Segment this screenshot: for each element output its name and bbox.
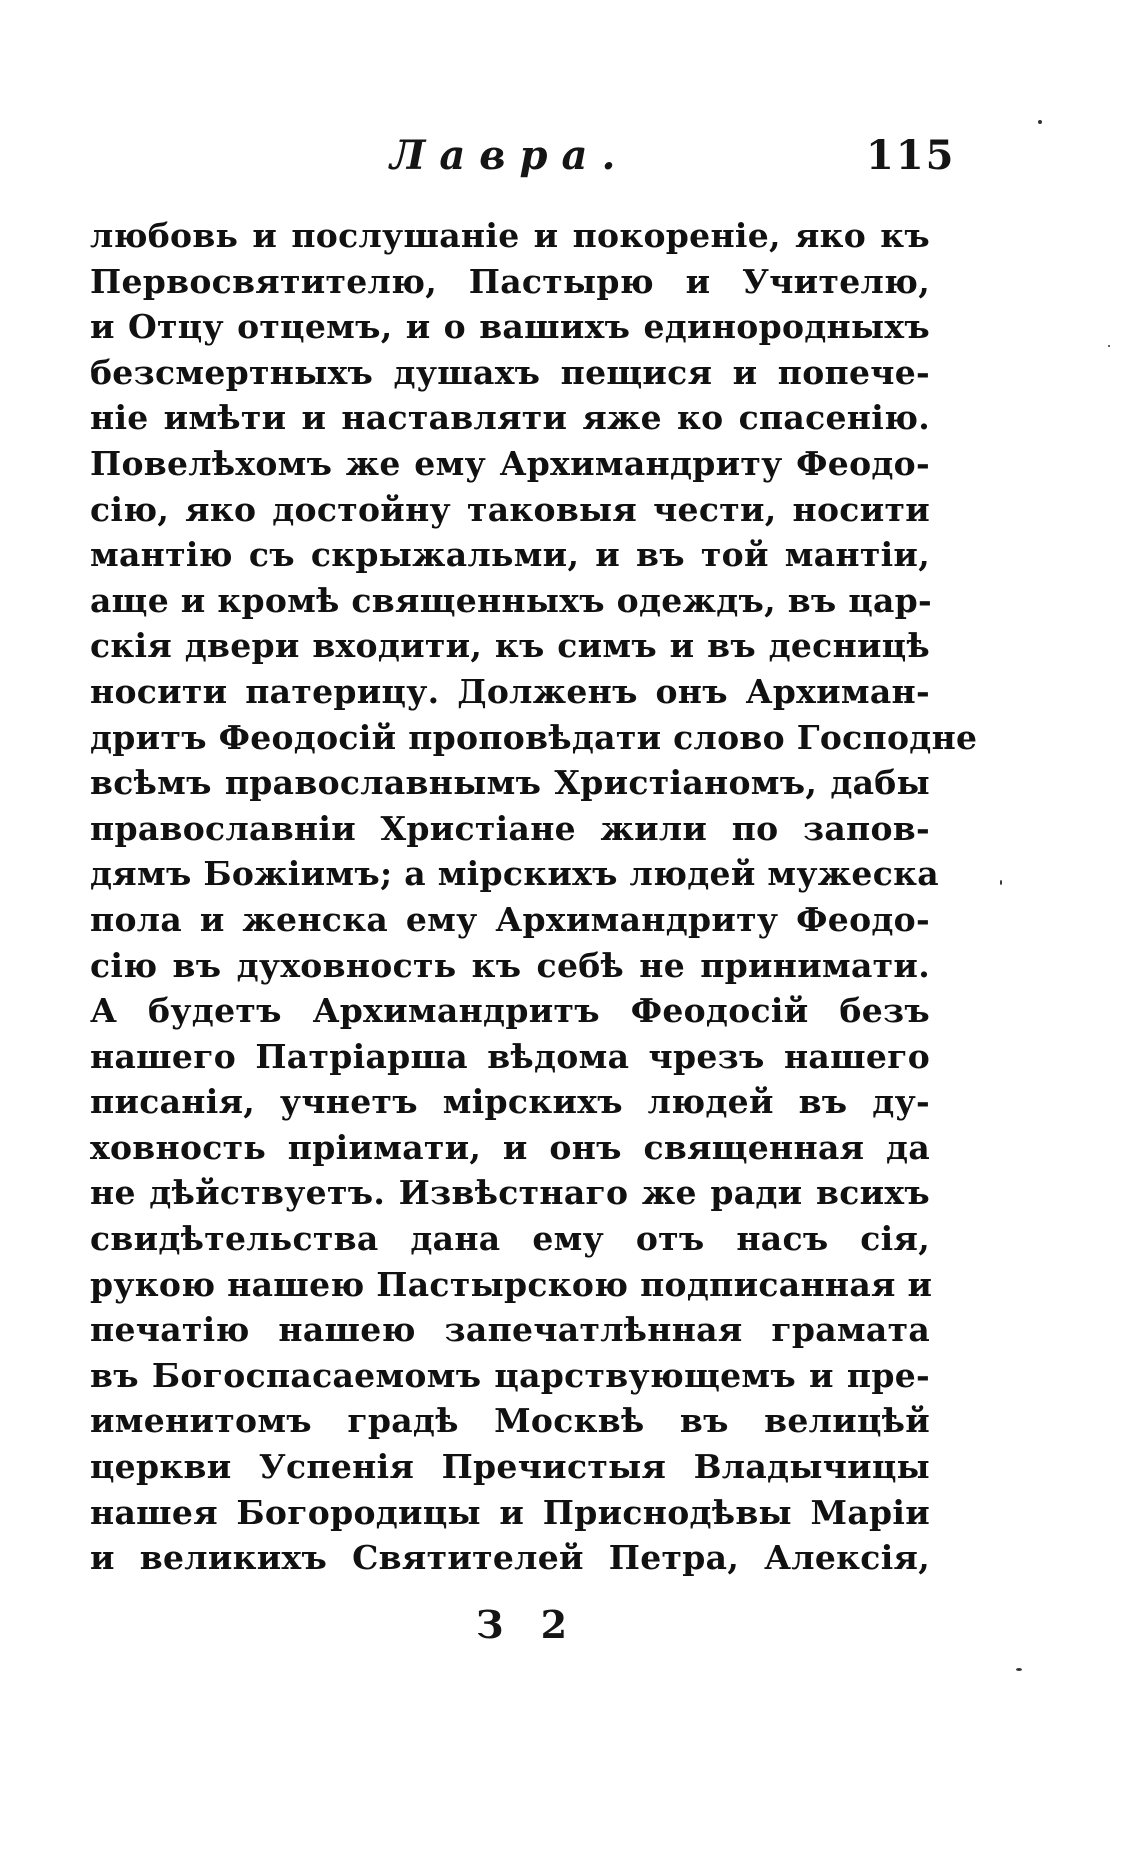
text-line: любовь и послушаніе и покореніе, яко къ <box>90 216 930 255</box>
text-line: въ Богоспасаемомъ царствующемъ и пре- <box>90 1355 930 1395</box>
text-line: безсмертныхъ душахъ пещися и попече- <box>90 352 930 392</box>
text-line: ховность пріимати, и онъ священная да <box>90 1127 930 1167</box>
print-speck <box>1000 880 1002 885</box>
text-line: нашего Патріарша вѣдома чрезъ нашего <box>90 1036 930 1076</box>
text-line: всѣмъ православнымъ Христіаномъ, дабы <box>90 763 930 803</box>
text-line: свидѣтельства дана ему отъ насъ сія, <box>90 1219 930 1259</box>
text-line: и Отцу отцемъ, и о вашихъ единородныхъ <box>90 307 930 347</box>
text-line: Повелѣхомъ же ему Архимандриту Феодо- <box>90 443 930 483</box>
body-text <box>90 213 978 1581</box>
text-line: А будетъ Архимандритъ Феодосій безъ <box>90 991 930 1031</box>
text-line: рукою нашею Пастырскою подписанная и <box>90 1264 933 1304</box>
print-speck <box>1016 1668 1022 1671</box>
text-line: сію, яко достойну таковыя чести, носити <box>90 489 930 529</box>
text-line: мантію съ скрыжальми, и въ той мантіи, <box>90 535 930 575</box>
print-speck <box>1108 345 1110 347</box>
text-line: именитомъ градѣ Москвѣ въ велицѣй <box>90 1401 930 1441</box>
text-line: и великихъ Святителей Петра, Алексія, <box>90 1538 930 1578</box>
text-line: пола и женска ему Архимандриту Феодо- <box>90 899 930 939</box>
running-title: Лавра. <box>390 132 630 179</box>
text-line: православніи Христіане жили по запов- <box>90 808 930 848</box>
text-line: не дѣйствуетъ. Извѣстнаго же ради всихъ <box>90 1173 930 1213</box>
text-line: носити патерицу. Долженъ онъ Архиман- <box>90 671 930 711</box>
page-number: 115 <box>866 132 956 179</box>
text-line: дямъ Божіимъ; а мірскихъ людей мужеска <box>90 854 939 894</box>
signature-mark: З 2 <box>476 1602 580 1647</box>
text-line: сію въ духовность къ себѣ не принимати. <box>90 945 930 985</box>
text-line: нашея Богородицы и Приснодѣвы Маріи <box>90 1492 930 1532</box>
text-line: печатію нашею запечатлѣнная грамата <box>90 1310 930 1350</box>
text-line: церкви Успенія Пречистыя Владычицы <box>90 1447 930 1487</box>
print-speck <box>1038 120 1042 124</box>
text-line: скія двери входити, къ симъ и въ десницѣ <box>90 626 930 666</box>
text-line: ніе имѣти и наставляти яже ко спасенію. <box>90 398 930 438</box>
text-line: писанія, учнетъ мірскихъ людей въ ду- <box>90 1082 930 1122</box>
text-line: Первосвятителю, Пастырю и Учителю, <box>90 261 930 301</box>
text-line: дритъ Феодосій проповѣдати слово Господне <box>90 717 978 757</box>
text-line: аще и кромѣ священныхъ одеждъ, въ цар- <box>90 580 933 620</box>
